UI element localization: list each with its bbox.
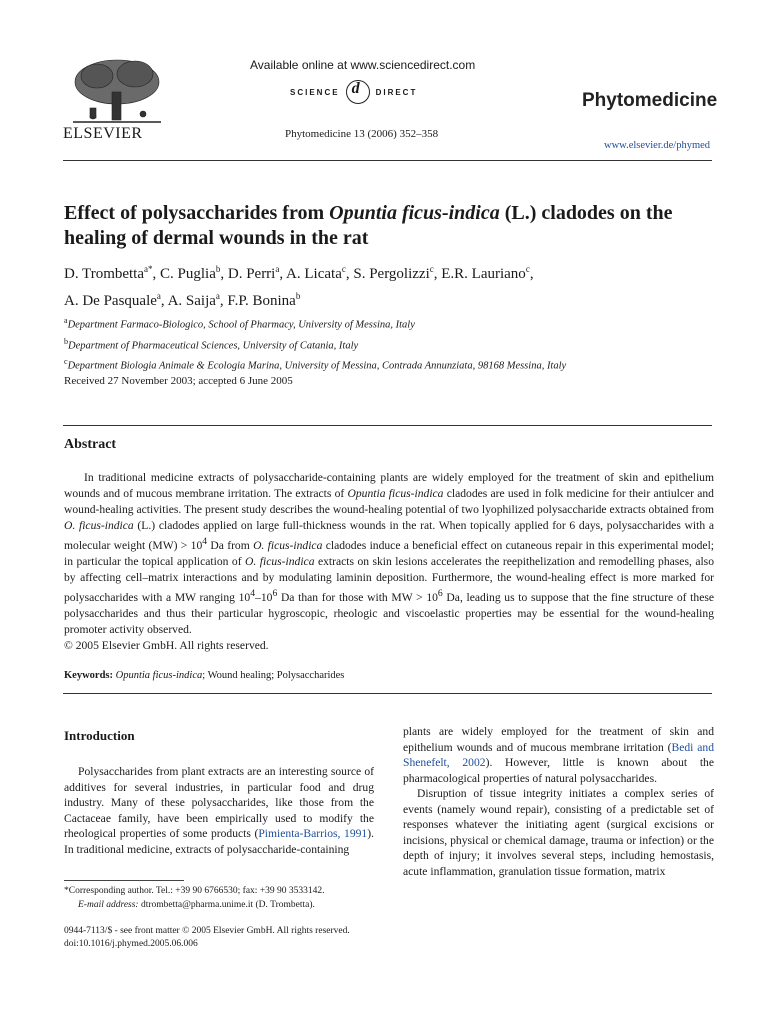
author-name: A. Saija bbox=[167, 293, 216, 309]
sciencedirect-d-icon bbox=[346, 80, 370, 104]
affiliation-line bbox=[64, 334, 714, 355]
front-matter bbox=[64, 925, 464, 951]
corresponding-author-footnote bbox=[64, 884, 374, 912]
citation-link[interactable]: Pimienta-Barrios, 1991 bbox=[258, 827, 368, 840]
affiliation-text: Department of Pharmaceutical Sciences, University of Catania, Italy bbox=[68, 340, 359, 351]
sciencedirect-logo bbox=[290, 80, 417, 104]
intro-segment: Polysaccharides from plant extracts are an interesting source of additives for several industries, in particular food and drug industry. Many of these polysaccharides, like those from the Cactaceae family, have been empirically used to modify the rheological properties of some products ( bbox=[64, 765, 374, 840]
abstract-copyright: © 2005 Elsevier GmbH. All rights reserved. bbox=[64, 639, 269, 652]
author-list: D. Trombetta$^{a*}$, C. Puglia$^b$, D. Perri$^a$, A. Licata$^c$, S. Pergolizzi$^c$, E.R. Lauriano$^c$, A. De Pasquale$^a$, A. Saija$^a$, F.P. Bonina$^b$ bbox=[64, 264, 534, 309]
author-name: D. Trombetta bbox=[64, 266, 145, 282]
author-affiliation-mark: c bbox=[429, 264, 434, 274]
author-affiliation-mark: b bbox=[295, 291, 301, 301]
abstract-segment: cladodes induce a beneficial effect on cutaneous repair in this experimental model; in particular the topical application of bbox=[64, 538, 715, 568]
abstract-segment: Da, leading us to suppose that the fine structure of these polysaccharides and thus their particular hygroscopic, rheologic and viscoelastic properties may be essential for the wound-healing promoter activity observed. bbox=[64, 590, 714, 636]
introduction-left-column bbox=[64, 764, 374, 857]
abstract-segment: Da from bbox=[207, 538, 254, 552]
affiliation-mark: a bbox=[64, 316, 68, 325]
author-name: D. Perri bbox=[227, 266, 276, 282]
affiliation-text: Department Farmaco-Biologico, School of Pharmacy, University of Messina, Italy bbox=[67, 319, 415, 331]
title-part-1: Effect of polysaccharides from bbox=[64, 202, 330, 224]
abstract-italic: O. ficus-indica bbox=[64, 519, 134, 532]
title-italic: Opuntia ficus-indica bbox=[329, 202, 500, 224]
author-name: F.P. Bonina bbox=[227, 293, 296, 309]
author-affiliation-mark: a* bbox=[144, 264, 153, 274]
abstract-sup: 4 bbox=[250, 587, 256, 599]
author-affiliation-mark: b bbox=[215, 264, 221, 274]
doi-line: doi:10.1016/j.phymed.2005.06.006 bbox=[64, 939, 198, 949]
author-name: A. De Pasquale bbox=[64, 293, 157, 309]
author-name: C. Puglia bbox=[160, 266, 216, 282]
journal-name: Phytomedicine bbox=[582, 90, 718, 111]
intro-segment: ). In traditional medicine, extracts of polysaccharide-containing bbox=[64, 827, 374, 856]
email-label: E-mail address: bbox=[78, 900, 139, 910]
affiliations bbox=[64, 313, 714, 375]
abstract-italic: O. ficus-indica bbox=[245, 554, 315, 568]
author-affiliation-mark: c bbox=[341, 264, 346, 274]
abstract-segment: In traditional medicine extracts of polysaccharide-containing plants are widely employed for the treatment of skin and epithelium wounds and of mucous membrane irritation. The extracts of bbox=[64, 471, 714, 500]
abstract-segment: extracts on skin lesions accelerates the reepithelization and remodelling phases, also by affecting cell–matrix interactions and by modulating laminin deposition. Furthermore, the wound-healing effect is more marked for polysaccharides with a MW ranging 10 bbox=[64, 554, 714, 604]
affiliation-line bbox=[64, 354, 714, 375]
footnote-divider bbox=[64, 880, 184, 881]
available-online-text: Available online at www.sciencedirect.com bbox=[250, 58, 476, 72]
abstract-segment: –10 bbox=[255, 590, 273, 604]
author-name: E.R. Lauriano bbox=[441, 266, 526, 282]
abstract-sup: 4 bbox=[202, 536, 208, 547]
title-part-2: (L.) cladodes on the healing of dermal wounds in the rat bbox=[64, 202, 673, 249]
keywords bbox=[64, 670, 344, 681]
intro-segment: ). However, little is known about the pharmacological properties of natural polysaccharides. bbox=[403, 756, 714, 785]
sciencedirect-left: SCIENCE bbox=[290, 87, 340, 97]
author-affiliation-mark: a bbox=[215, 291, 220, 301]
affiliation-text: Department Biologia Animale & Ecologia Marina, University of Messina, Contrada Annunziata, 98168 Messina, Italy bbox=[67, 360, 567, 372]
author-affiliation-mark: a bbox=[156, 291, 161, 301]
keywords-rest: ; Wound healing; Polysaccharides bbox=[202, 670, 345, 681]
abstract-segment: cladodes are used in folk medicine for their antiulcer and wound-healing activities. The present study describes the wound-healing potential of two lyophilized polysaccharide extracts obtained from bbox=[64, 487, 714, 516]
abstract-segment: (L.) cladodes applied on large full-thickness wounds in the rat. When topically applied for 6 days, polysaccharides with a molecular weight (MW) > 10 bbox=[64, 519, 714, 552]
publisher-name: ELSEVIER bbox=[63, 125, 143, 142]
abstract-sup: 6 bbox=[272, 587, 278, 599]
citation-link[interactable]: Bedi and Shenefelt, 2002 bbox=[403, 740, 714, 769]
email-address: dtrombetta@pharma.unime.it (D. Trombetta). bbox=[140, 900, 315, 910]
keywords-divider bbox=[63, 693, 712, 694]
keywords-label: Keywords: bbox=[64, 670, 113, 681]
affiliation-mark: c bbox=[64, 357, 68, 366]
received-dates: Received 27 November 2003; accepted 6 June 2005 bbox=[64, 375, 293, 387]
abstract-text bbox=[64, 470, 714, 638]
abstract-italic: O. ficus-indica bbox=[253, 538, 323, 552]
affiliation-line bbox=[64, 313, 714, 334]
abstract-sup: 6 bbox=[437, 587, 443, 599]
issn-line: 0944-7113/$ - see front matter © 2005 Elsevier GmbH. All rights reserved. bbox=[64, 926, 350, 936]
introduction-heading: Introduction bbox=[64, 728, 135, 743]
intro-right-paragraph-2: Disruption of tissue integrity initiates a complex series of events (namely wound repair), consisting of a predictable set of responses whatever the initiating agent (surgical excisions or incisions, physical or chemical damage, trauma or infection) or the depth of injury; it involves several steps, including hemostasis, acute inflammation, granulation tissue formation, matrix bbox=[403, 787, 714, 878]
abstract-italic: Opuntia ficus-indica bbox=[347, 487, 444, 500]
journal-citation: Phytomedicine 13 (2006) 352–358 bbox=[285, 128, 439, 140]
abstract-segment: Da than for those with MW > 10 bbox=[277, 590, 438, 604]
introduction-right-column bbox=[403, 724, 714, 879]
article-title bbox=[64, 201, 714, 251]
keywords-italic: Opuntia ficus-indica bbox=[115, 670, 203, 681]
intro-segment: plants are widely employed for the treatment of skin and epithelium wounds and of mucous membrane irritation ( bbox=[403, 725, 714, 754]
corresponding-text: *Corresponding author. Tel.: +39 90 6766530; fax: +39 90 3533142. bbox=[64, 886, 325, 896]
abstract-top-divider bbox=[63, 425, 712, 426]
author-affiliation-mark: a bbox=[275, 264, 280, 274]
header-divider bbox=[63, 160, 712, 161]
sciencedirect-right: DIRECT bbox=[375, 87, 418, 97]
author-affiliation-mark: c bbox=[525, 264, 530, 274]
journal-url-link[interactable]: www.elsevier.de/phymed bbox=[604, 140, 711, 151]
affiliation-mark: b bbox=[64, 336, 68, 346]
intro-right-paragraph-1 bbox=[403, 724, 714, 786]
abstract-heading: Abstract bbox=[64, 437, 117, 452]
author-name: S. Pergolizzi bbox=[353, 266, 430, 282]
author-name: A. Licata bbox=[286, 266, 342, 282]
